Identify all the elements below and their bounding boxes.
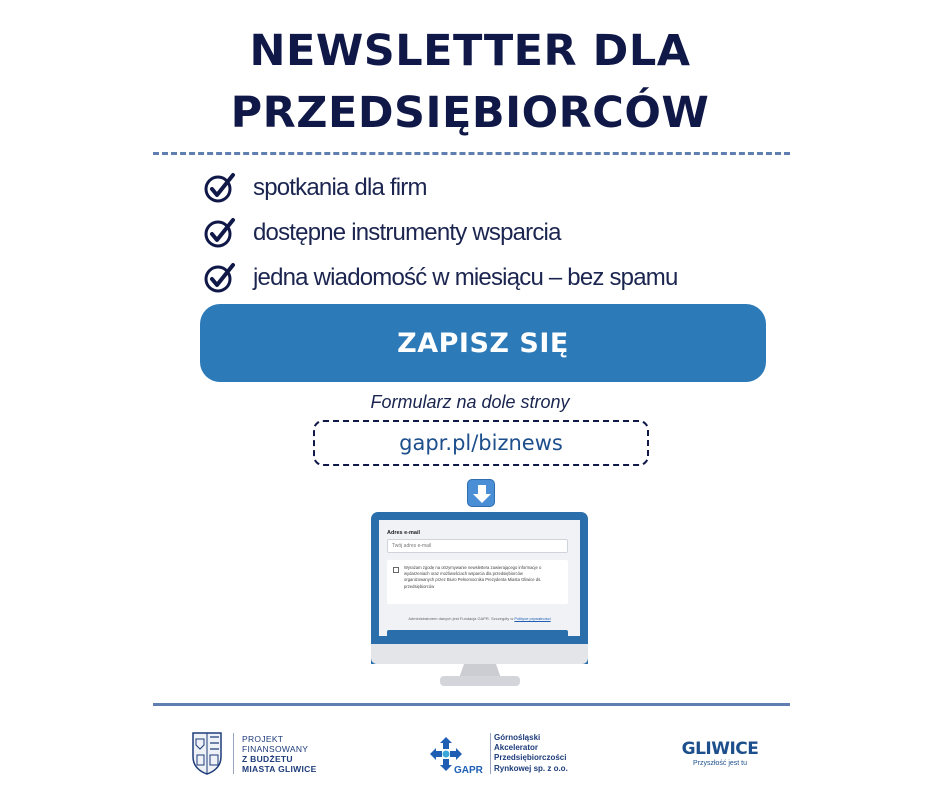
project-line: FINANSOWANY (242, 744, 309, 754)
form-preview-screen (379, 520, 580, 636)
consent-card (387, 560, 568, 604)
check-circle-icon (204, 217, 236, 249)
gapr-line: Górnośląski (494, 733, 541, 742)
down-arrow-icon (467, 479, 495, 507)
privacy-policy-link: Polityce prywatności (514, 616, 551, 621)
footer-divider (153, 703, 790, 706)
benefit-label: jedna wiadomość w miesiącu – bez spamu (253, 264, 678, 291)
footer-separator (233, 733, 234, 774)
monitor-icon (371, 512, 588, 664)
project-funding-note (242, 734, 317, 774)
footer-separator (490, 733, 491, 774)
consent-checkbox (393, 567, 399, 573)
benefit-item (204, 170, 764, 206)
benefit-label: spotkania dla firm (253, 174, 427, 201)
monitor-chin (371, 644, 588, 664)
gapr-line: Rynkowej sp. z o.o. (494, 763, 568, 773)
gapr-mark: GAPR (454, 765, 483, 775)
preview-submit-button (387, 630, 568, 636)
benefit-label: dostępne instrumenty wsparcia (253, 219, 561, 246)
gapr-logo (430, 733, 488, 775)
url-link[interactable]: gapr.pl/biznews (399, 431, 563, 455)
admin-note (379, 616, 580, 621)
dashed-divider (153, 152, 790, 155)
consent-text: Wyrażam zgodę na otrzymywanie newslettera zawierającego informacje o wydarzeniach oraz możliwościach wsparcia dla przedsiębiorców organizowanych przez Biuro Pełnomocnika Prezydenta Miasta Gliwice ds. przedsiębiorców (404, 565, 542, 589)
admin-note-text: Administratorem danych jest Fundacja GAPR. Szczegóły w (408, 616, 514, 621)
project-line: PROJEKT (242, 734, 284, 744)
title-line-2: PRZEDSIĘBIORCÓW (230, 88, 710, 138)
project-line: Z BUDŻETU (242, 754, 293, 764)
gliwice-crest-icon (191, 731, 223, 775)
form-hint: Formularz na dole strony (370, 392, 570, 412)
subscribe-button[interactable] (200, 304, 766, 382)
benefit-item (204, 215, 764, 251)
check-circle-icon (204, 262, 236, 294)
email-label: Adres e-mail (387, 530, 421, 536)
gapr-line: Akcelerator (494, 743, 539, 753)
project-line: MIASTA GLIWICE (242, 764, 317, 774)
gapr-name (494, 733, 568, 774)
check-circle-icon (204, 172, 236, 204)
city-name: GLIWICE (681, 739, 759, 759)
gapr-line: Przedsiębiorczości (494, 753, 567, 763)
monitor-base (440, 676, 520, 686)
city-tagline: Przyszłość jest tu (692, 760, 748, 767)
benefit-item (204, 260, 764, 296)
url-box[interactable] (313, 420, 649, 466)
subscribe-button-label: ZAPISZ SIĘ (397, 327, 569, 359)
email-field: Twój adres e-mail (387, 539, 568, 553)
title-line-1: NEWSLETTER DLA (249, 26, 691, 76)
gliwice-logo (680, 739, 760, 767)
